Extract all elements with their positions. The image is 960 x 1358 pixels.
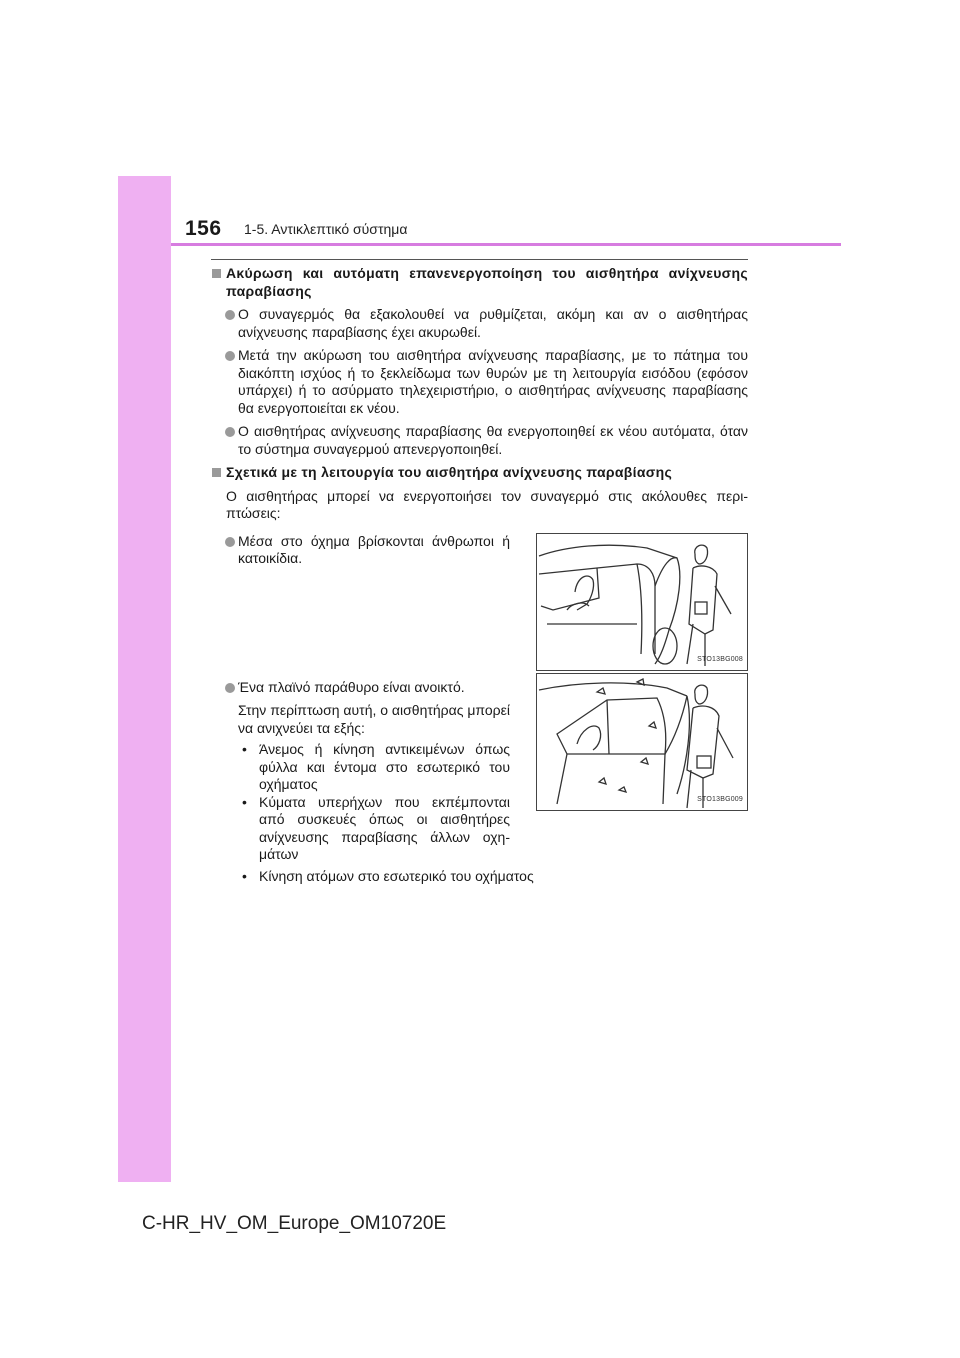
figure-open-window	[536, 673, 748, 811]
case-window-open-row	[212, 679, 748, 864]
section-divider	[211, 259, 748, 260]
case-occupants-row	[212, 533, 748, 671]
dash-marker: •	[242, 867, 247, 884]
dash-item: • Άνεμος ή κίνηση αντικειμένων όπως φύλλα και έντομα στο εσωτερικό του οχήματος	[242, 741, 510, 792]
dash-marker: •	[242, 793, 247, 810]
header-rule	[171, 243, 841, 246]
dash-item: • Κίνηση ατόμων στο εσωτερικό του οχήματος	[242, 867, 534, 884]
heading-cancel-reactivation: Ακύρωση και αυτόματη επανενεργοποίηση του αισθητήρα ανίχνευσης παραβίασης	[212, 265, 748, 300]
square-bullet-icon	[212, 269, 221, 278]
figure-code: STO13BG008	[697, 656, 743, 663]
page-content	[212, 265, 748, 885]
page-number: 156	[185, 217, 222, 240]
figure-dog-in-car	[536, 533, 748, 671]
intro-paragraph: Ο αισθητήρας μπορεί να ενεργοποιήσει τον συναγερμό στις ακόλουθες περι-πτώσεις:	[226, 487, 748, 521]
bullet-item: Ένα πλαϊνό παράθυρο είναι ανοικτό.	[212, 679, 510, 697]
dash-item: • Κύματα υπερήχων που εκπέμπονται από συσκευές όπως οι αισθητήρες ανίχνευσης παραβίασης άλλων οχη-μάτων	[242, 793, 510, 862]
circle-bullet-icon	[225, 427, 235, 437]
open-window-leaves-illustration	[537, 674, 747, 810]
circle-bullet-icon	[225, 683, 235, 693]
bullet-item: Μετά την ακύρωση του αισθητήρα ανίχνευσης παραβίασης, με το πάτημα του διακόπτη ισχύος ή το ξεκλείδωμα των θυρών με τη λειτουργία εισόδου (εφόσον υπάρχει) ή το ασύρματο τηλεχειριστήριο, ο αισθητήρας ανίχνευσης παραβίασης θα ενεργοποιείται εκ νέου.	[212, 347, 748, 417]
square-bullet-icon	[212, 468, 221, 477]
circle-bullet-icon	[225, 310, 235, 320]
case-detail-text: Στην περίπτωση αυτή, ο αισθητήρας μπορεί να ανιχνεύει τα εξής:	[238, 702, 510, 736]
figure-code: STO13BG009	[697, 796, 743, 803]
bullet-item: Ο αισθητήρας ανίχνευσης παραβίασης θα ενεργοποιηθεί εκ νέου αυτόματα, όταν το σύστημα συναγερμού απενεργοποιηθεί.	[212, 423, 748, 458]
section-title: 1-5. Αντικλεπτικό σύστημα	[244, 221, 408, 237]
circle-bullet-icon	[225, 537, 235, 547]
circle-bullet-icon	[225, 351, 235, 361]
bullet-item: Ο συναγερμός θα εξακολουθεί να ρυθμίζεται, ακόμη και αν ο αισθητήρας ανίχνευσης παραβίασης έχει ακυρωθεί.	[212, 306, 748, 341]
bullet-item: Μέσα στο όχημα βρίσκονται άνθρωποι ή κατοικίδια.	[212, 533, 510, 568]
heading-sensor-operation: Σχετικά με τη λειτουργία του αισθητήρα ανίχνευσης παραβίασης	[212, 464, 748, 482]
footer-document-id: C-HR_HV_OM_Europe_OM10720E	[142, 1213, 447, 1234]
car-with-dog-illustration	[537, 534, 747, 670]
side-color-band	[118, 176, 171, 1182]
dash-marker: •	[242, 741, 247, 757]
